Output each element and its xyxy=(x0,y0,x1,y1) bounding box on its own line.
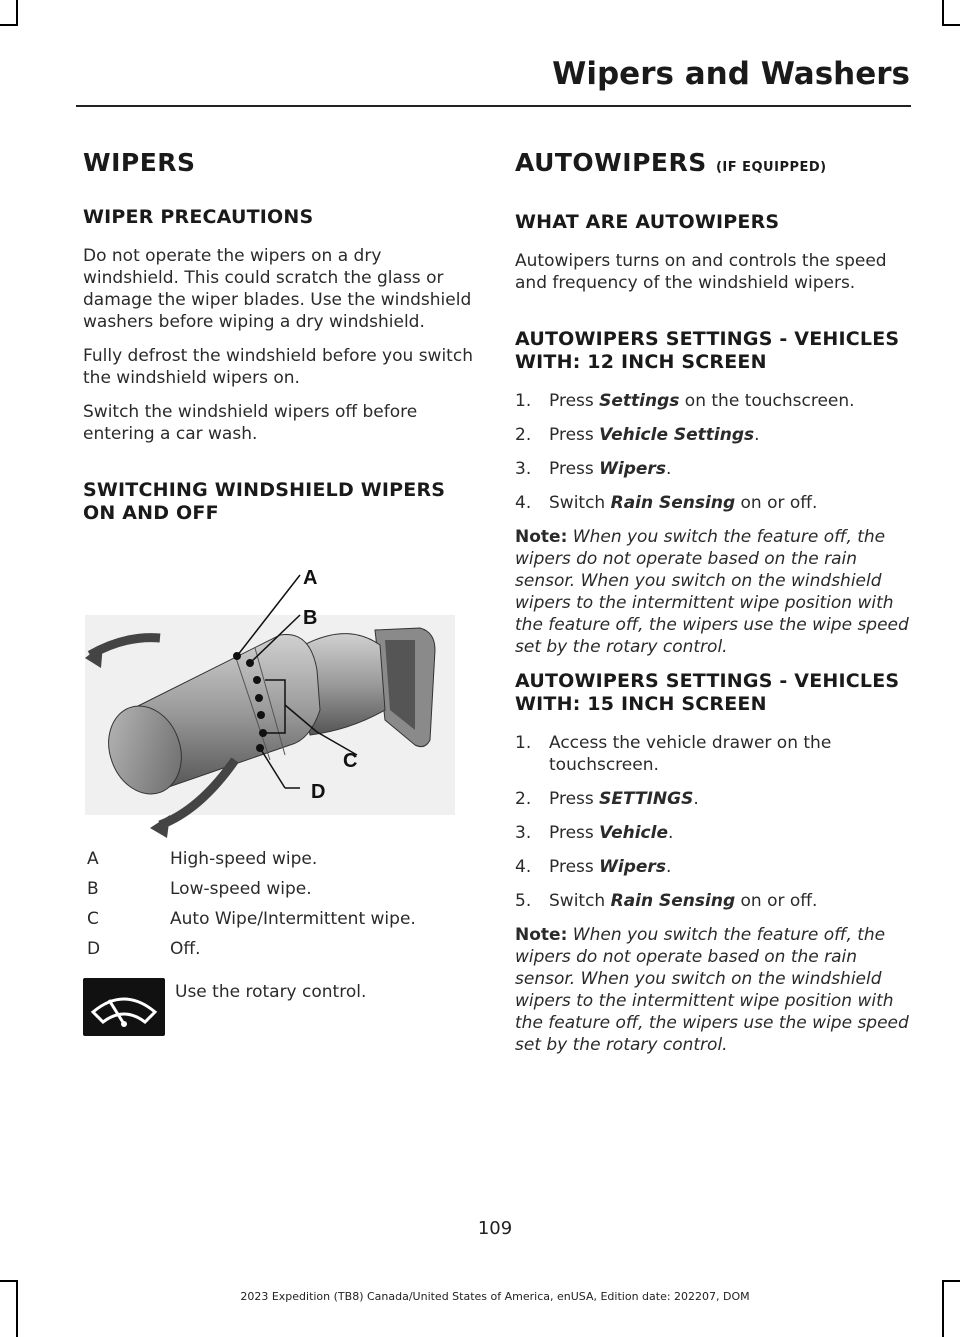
section-heading-autowipers: AUTOWIPERS (IF EQUIPPED) xyxy=(515,148,827,177)
crop-mark xyxy=(16,1280,18,1337)
paragraph: Fully defrost the windshield before you switch the windshield wipers on. xyxy=(83,346,473,388)
subheading-switching-wipers: SWITCHING WINDSHIELD WIPERS ON AND OFF xyxy=(83,479,446,524)
list-item: 1. Press Settings on the touchscreen. xyxy=(515,391,855,411)
list-item: 2. Press Vehicle Settings. xyxy=(515,425,760,445)
paragraph: Switch the windshield wipers off before entering a car wash. xyxy=(83,402,418,444)
crop-mark xyxy=(942,1280,960,1282)
list-item: 5. Switch Rain Sensing on or off. xyxy=(515,891,818,911)
paragraph: Do not operate the wipers on a dry windshield. This could scratch the glass or damage the wiper blades. Use the windshield washers before wiping a dry windshield. xyxy=(83,246,472,332)
diagram-label-d: D xyxy=(311,781,326,803)
crop-mark xyxy=(942,1280,944,1337)
subheading-wiper-precautions: WIPER PRECAUTIONS xyxy=(83,206,314,228)
subheading-15-inch: AUTOWIPERS SETTINGS - VEHICLES WITH: 15 INCH SCREEN xyxy=(515,670,900,715)
list-item: 4. Press Wipers. xyxy=(515,857,672,877)
list-item: 3. Press Vehicle. xyxy=(515,823,674,843)
diagram-label-c: C xyxy=(343,750,358,772)
legend-row: B Low-speed wipe. xyxy=(87,879,312,899)
crop-mark xyxy=(16,0,18,26)
arrowhead xyxy=(150,815,170,838)
list-item: 4. Switch Rain Sensing on or off. xyxy=(515,493,818,513)
windshield-wiper-icon xyxy=(83,978,165,1036)
list-item: 1. Access the vehicle drawer on the touchscreen. xyxy=(515,733,832,775)
crop-mark xyxy=(942,24,960,26)
crop-mark xyxy=(0,1280,18,1282)
list-item: 3. Press Wipers. xyxy=(515,459,672,479)
note: Note: When you switch the feature off, the wipers do not operate based on the rain sensor. When you switch on the windshield wipers to the intermittent wipe position with the feature off, the wipers use the wipe speed set by the rotary control. xyxy=(515,925,909,1055)
subheading-12-inch: AUTOWIPERS SETTINGS - VEHICLES WITH: 12 INCH SCREEN xyxy=(515,328,900,373)
crop-mark xyxy=(0,24,18,26)
diagram-label-a: A xyxy=(303,567,318,589)
header-rule xyxy=(76,105,911,107)
right-column xyxy=(515,140,910,1068)
edition-line: 2023 Expedition (TB8) Canada/United States of America, enUSA, Edition date: 202207, DOM xyxy=(240,1290,750,1303)
paragraph: Autowipers turns on and controls the speed and frequency of the windshield wipers. xyxy=(515,251,887,293)
legend-row: C Auto Wipe/Intermittent wipe. xyxy=(87,909,416,929)
legend-row: D Off. xyxy=(87,939,201,959)
list-item: 2. Press SETTINGS. xyxy=(515,789,699,809)
left-column xyxy=(83,140,478,541)
section-heading-wipers: WIPERS xyxy=(83,148,196,177)
page-number: 109 xyxy=(477,1218,513,1239)
subheading-what-are-autowipers: WHAT ARE AUTOWIPERS xyxy=(515,211,780,233)
steps-12-inch xyxy=(515,390,910,514)
steps-15-inch xyxy=(515,732,910,912)
diagram-legend xyxy=(83,848,478,968)
note: Note: When you switch the feature off, the wipers do not operate based on the rain sensor. When you switch on the windshield wipers to the intermittent wipe position with the feature off, the wipers use the wipe speed set by the rotary control. xyxy=(515,527,909,657)
icon-description: Use the rotary control. xyxy=(175,982,367,1002)
page-header-title: Wipers and Washers xyxy=(552,56,910,92)
crop-mark xyxy=(942,0,944,26)
diagram-label-b: B xyxy=(303,607,318,629)
wiper-stalk-diagram xyxy=(85,560,475,840)
legend-row: A High-speed wipe. xyxy=(87,849,318,869)
